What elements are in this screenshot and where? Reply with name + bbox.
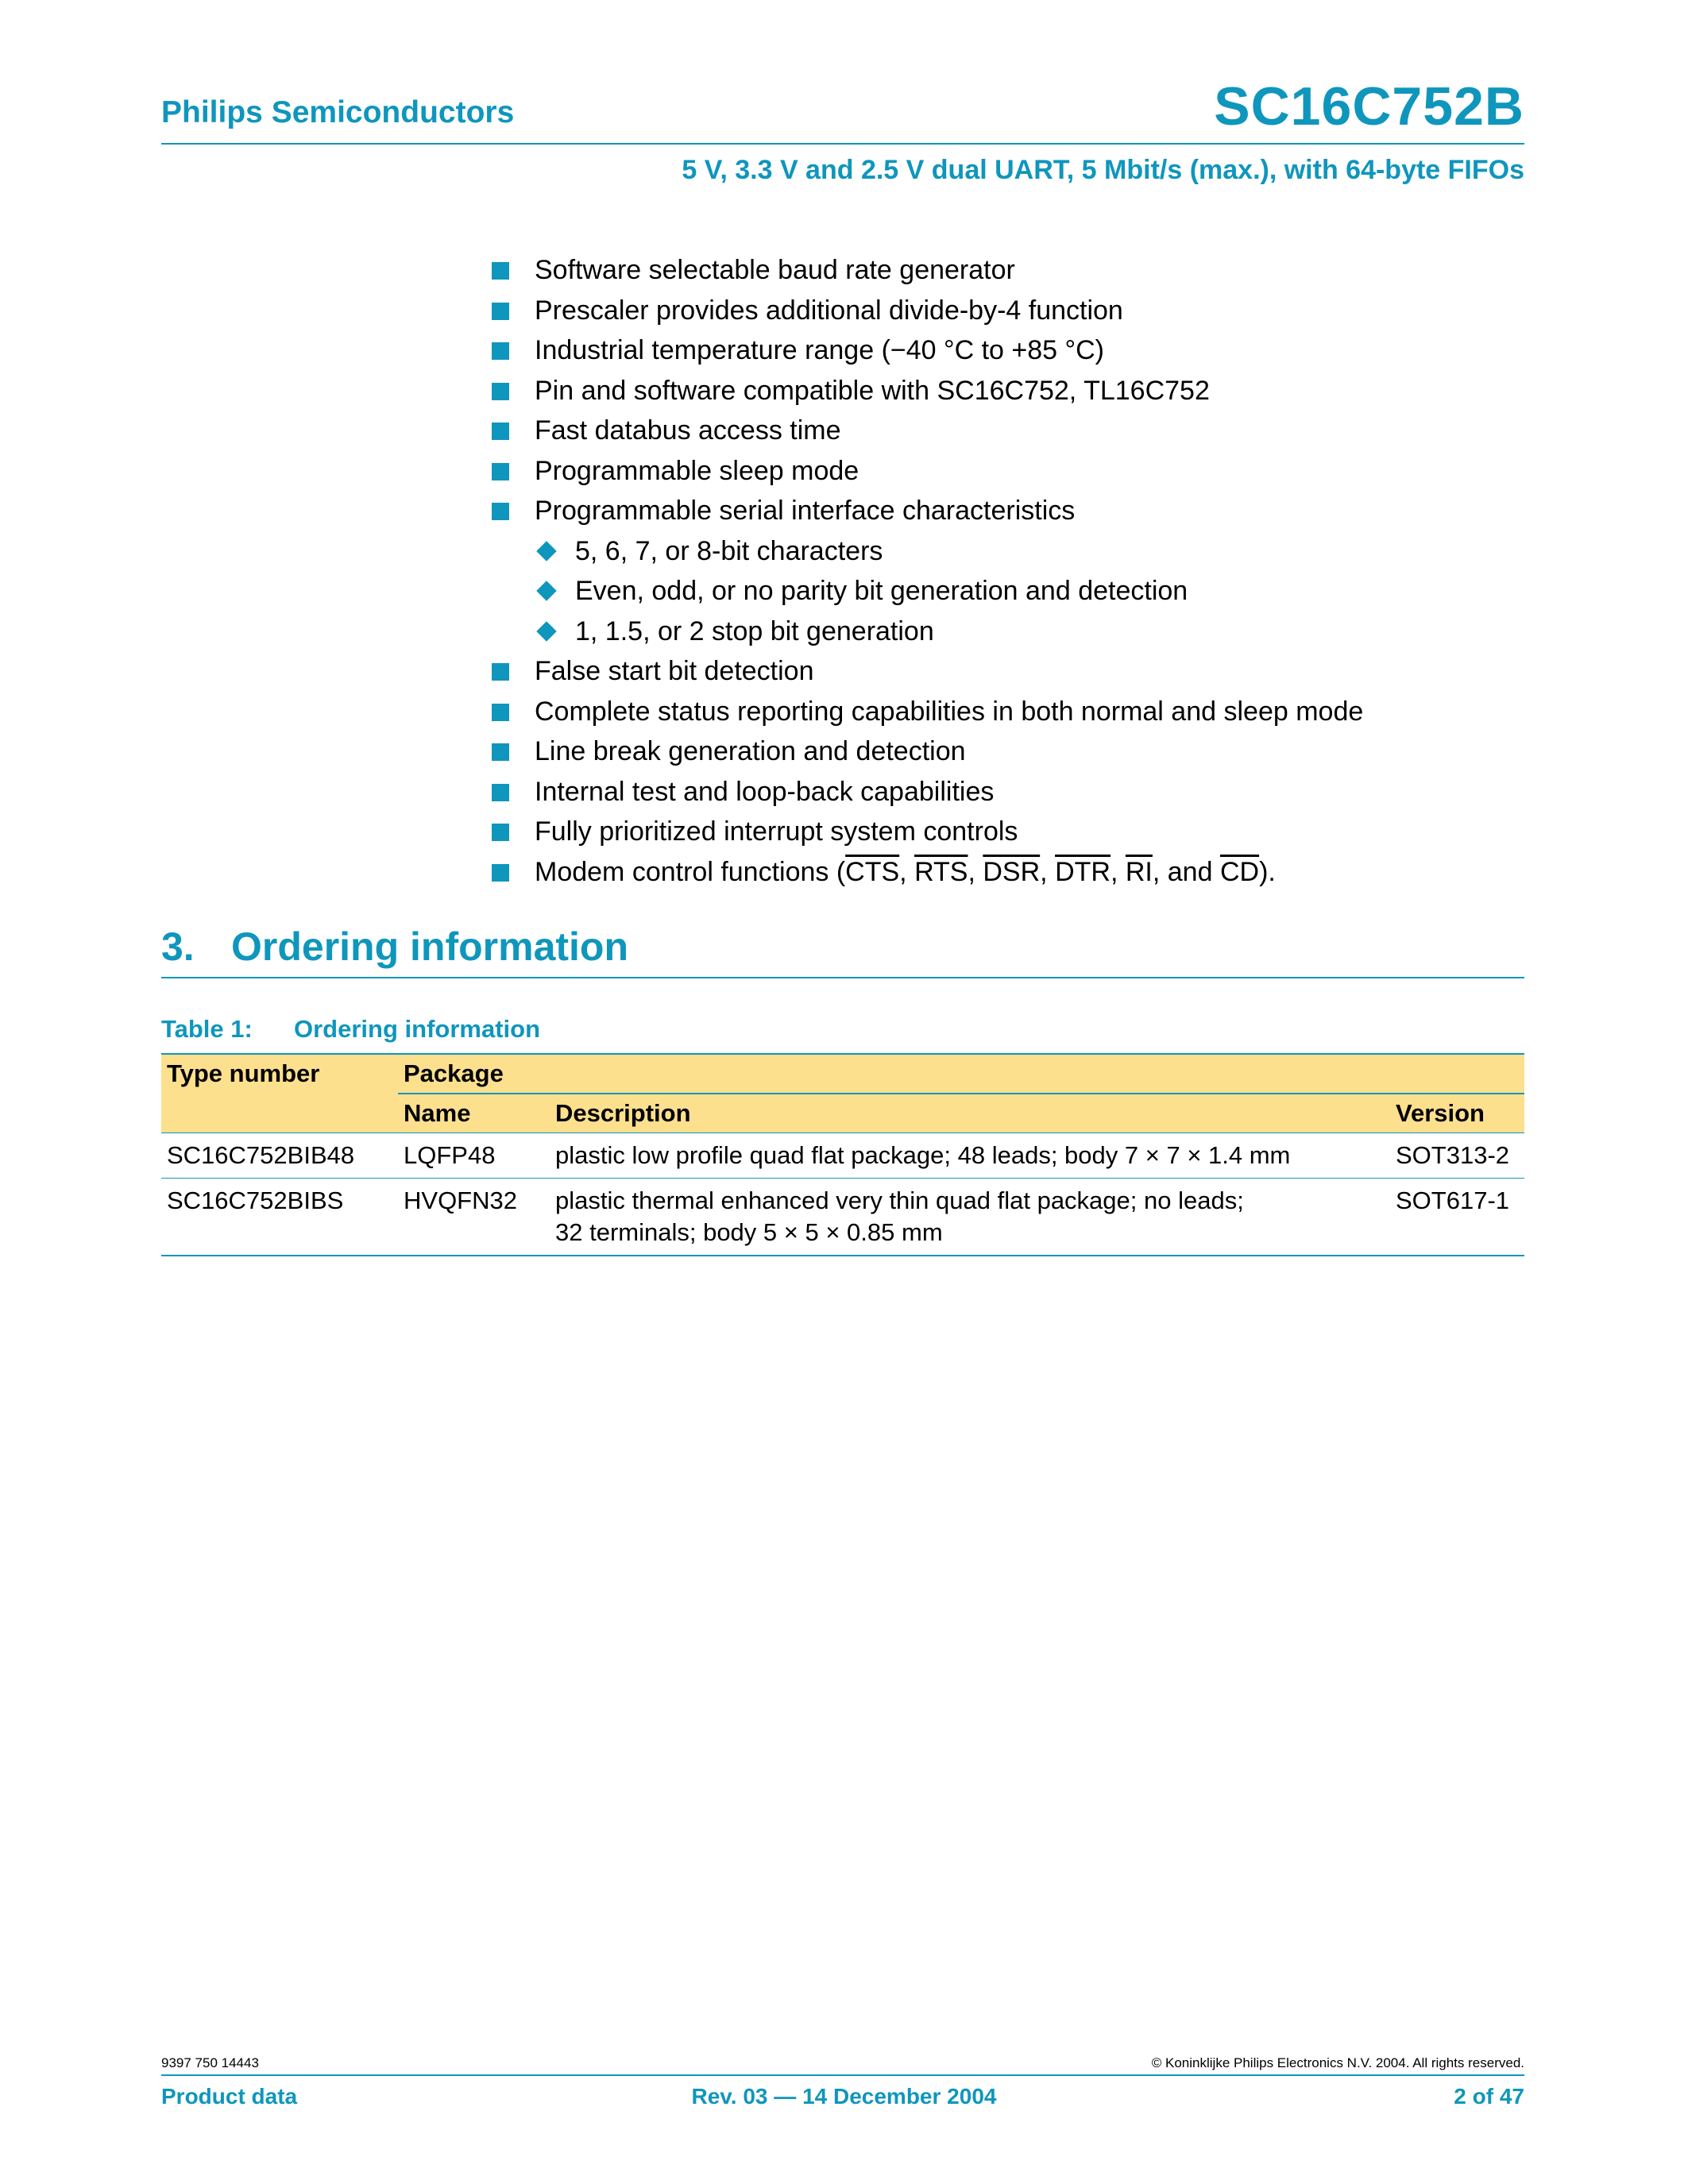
feature-item: Software selectable baud rate generator: [490, 250, 1363, 291]
diamond-bullet-icon: [536, 621, 556, 641]
sub-feature-item: 1, 1.5, or 2 stop bit generation: [490, 612, 1363, 652]
signal-dtr: $\overline{DTR}$: [1055, 856, 1111, 887]
document-subtitle: 5 V, 3.3 V and 2.5 V dual UART, 5 Mbit/s (max.), with 64-byte FIFOs: [682, 155, 1524, 185]
feature-item: Line break generation and detection: [490, 731, 1363, 772]
footer-rule: [161, 2074, 1524, 2076]
table-caption-label: Table 1:: [161, 1015, 253, 1043]
cell-type-number: SC16C752BIBS: [161, 1179, 398, 1256]
feature-item: Programmable sleep mode: [490, 451, 1363, 492]
signal-cd: $\overline{CD}$: [1219, 856, 1260, 887]
footer-revision: Rev. 03 — 14 December 2004: [691, 2084, 997, 2109]
footer-product-data: Product data: [161, 2084, 298, 2109]
table-row: [161, 1179, 1524, 1256]
square-bullet-icon: [492, 463, 509, 480]
header-version: Version: [1390, 1094, 1524, 1133]
signal-cts: $\overline{CTS}$: [845, 856, 900, 887]
feature-item: Programmable serial interface characteristics: [490, 491, 1363, 531]
cell-description: plastic thermal enhanced very thin quad flat package; no leads; 32 terminals; body 5 × 5 × 0.85 mm: [550, 1179, 1390, 1256]
square-bullet-icon: [492, 383, 509, 400]
footer-page-number: 2 of 47: [1454, 2084, 1524, 2109]
header-package: Package: [398, 1054, 1524, 1094]
feature-item: Industrial temperature range (−40 °C to +85 °C): [490, 330, 1363, 371]
document-id: SC16C752B: [1214, 76, 1524, 137]
square-bullet-icon: [492, 784, 509, 801]
signal-dsr: $\overline{DSR}$: [983, 856, 1041, 887]
sub-feature-item: 5, 6, 7, or 8-bit characters: [490, 531, 1363, 572]
table-caption-title: Ordering information: [294, 1015, 540, 1043]
square-bullet-icon: [492, 864, 509, 882]
section-title: Ordering information: [231, 924, 628, 969]
header-rule: [161, 143, 1524, 145]
footer-doc-number: 9397 750 14443: [161, 2055, 259, 2070]
square-bullet-icon: [492, 743, 509, 761]
signal-rts: $\overline{RTS}$: [914, 856, 968, 887]
square-bullet-icon: [492, 262, 509, 280]
cell-version: SOT313-2: [1390, 1133, 1524, 1179]
header-type-number: Type number: [161, 1054, 398, 1133]
company-name: Philips Semiconductors: [161, 95, 515, 129]
header-description: Description: [550, 1094, 1390, 1133]
signal-ri: $\overline{RI}$: [1125, 856, 1153, 887]
cell-description: plastic low profile quad flat package; 48 leads; body 7 × 7 × 1.4 mm: [550, 1133, 1390, 1179]
feature-item: False start bit detection: [490, 651, 1363, 692]
cell-name: HVQFN32: [398, 1179, 550, 1256]
modem-feature-item: Modem control functions ($\overline{CTS}$, $\overline{RTS}$, $\overline{DSR}$, $\overline{DTR}$, $\overline{RI}$, and $\overline{CD}$).: [490, 852, 1363, 893]
feature-item: Prescaler provides additional divide-by-4 function: [490, 291, 1363, 331]
cell-name: LQFP48: [398, 1133, 550, 1179]
table-header-row: [161, 1054, 1524, 1094]
table-caption: [161, 1015, 540, 1044]
sub-feature-item: Even, odd, or no parity bit generation and detection: [490, 571, 1363, 612]
feature-list: [490, 250, 1363, 892]
feature-item: Fully prioritized interrupt system controls: [490, 812, 1363, 852]
diamond-bullet-icon: [536, 541, 556, 561]
square-bullet-icon: [492, 303, 509, 320]
square-bullet-icon: [492, 503, 509, 520]
square-bullet-icon: [492, 342, 509, 360]
square-bullet-icon: [492, 704, 509, 721]
footer-copyright: © Koninklijke Philips Electronics N.V. 2004. All rights reserved.: [1151, 2055, 1524, 2070]
cell-type-number: SC16C752BIB48: [161, 1133, 398, 1179]
ordering-table: [161, 1053, 1524, 1256]
diamond-bullet-icon: [536, 581, 556, 600]
square-bullet-icon: [492, 423, 509, 440]
feature-item: Complete status reporting capabilities in both normal and sleep mode: [490, 692, 1363, 732]
feature-item: Internal test and loop-back capabilities: [490, 772, 1363, 812]
table-row: [161, 1133, 1524, 1179]
square-bullet-icon: [492, 663, 509, 681]
section-number: 3.: [161, 924, 195, 969]
square-bullet-icon: [492, 824, 509, 841]
feature-item: Fast databus access time: [490, 411, 1363, 451]
section-rule: [161, 977, 1524, 978]
header-name: Name: [398, 1094, 550, 1133]
feature-item: Pin and software compatible with SC16C752, TL16C752: [490, 371, 1363, 411]
cell-version: SOT617-1: [1390, 1179, 1524, 1256]
section-heading: [161, 924, 628, 970]
